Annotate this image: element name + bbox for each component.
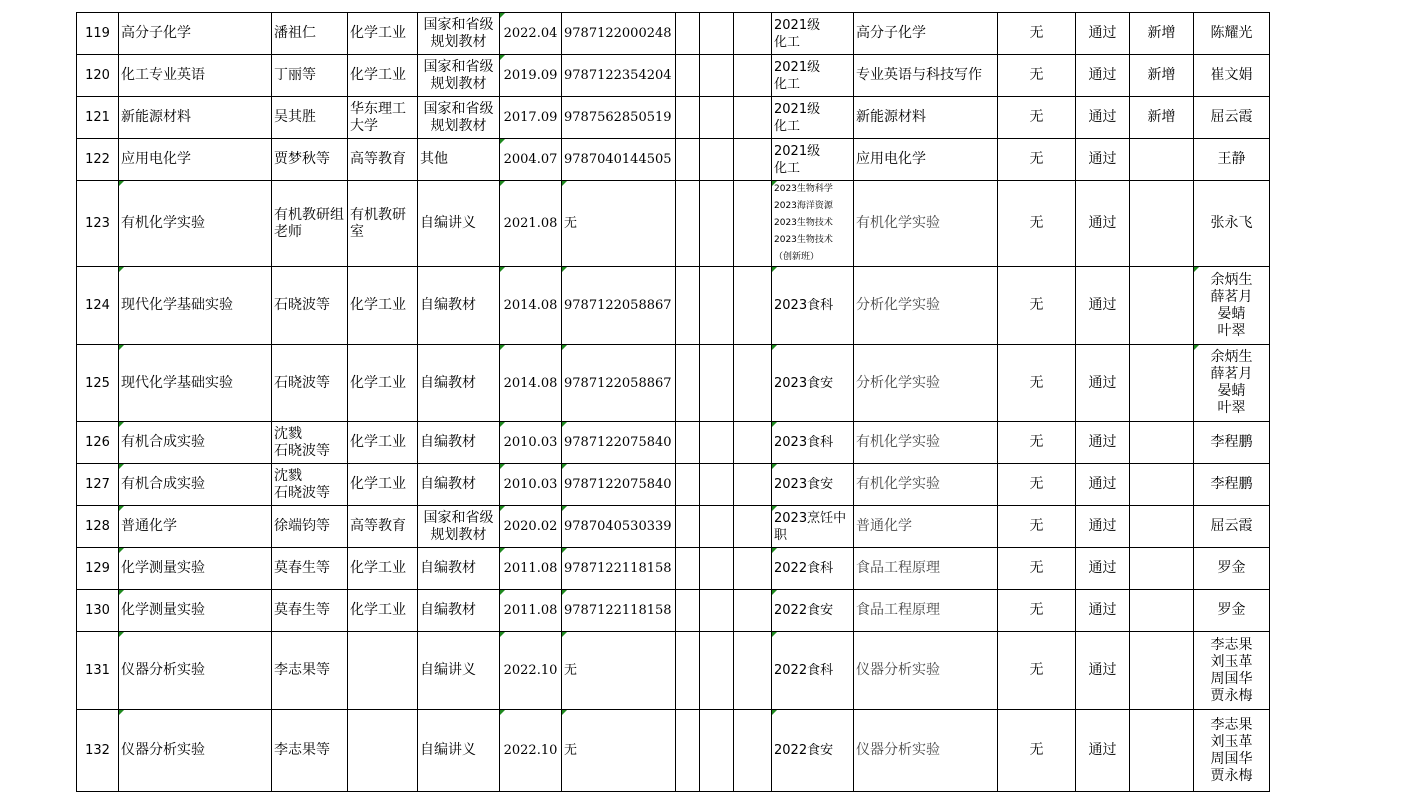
isbn-cell: 无 — [562, 181, 676, 267]
blank-cell — [676, 506, 700, 548]
editor-cell: 徐端钧等 — [272, 506, 348, 548]
flag-cell: 无 — [998, 590, 1076, 632]
publish-date: 2010.03 — [500, 422, 562, 464]
class-grade: 2022食科 — [772, 548, 854, 590]
isbn-cell: 9787122075840 — [562, 464, 676, 506]
publish-date: 2011.08 — [500, 548, 562, 590]
teacher-cell: 李志果 刘玉革 周国华 贾永梅 — [1194, 632, 1270, 710]
row-number: 120 — [77, 55, 119, 97]
publish-date: 2014.08 — [500, 345, 562, 422]
teacher-cell: 崔文娟 — [1194, 55, 1270, 97]
textbook-name: 有机合成实验 — [119, 464, 272, 506]
teacher-cell: 余炳生 薛茗月 晏蜻 叶翠 — [1194, 267, 1270, 345]
blank-cell — [700, 464, 734, 506]
textbook-type: 自编教材 — [418, 548, 500, 590]
isbn-cell: 9787122058867 — [562, 345, 676, 422]
publisher-cell: 华东理工 大学 — [348, 97, 418, 139]
blank-cell — [734, 422, 772, 464]
textbook-name: 化学测量实验 — [119, 548, 272, 590]
publisher-cell: 化学工业 — [348, 13, 418, 55]
blank-cell — [676, 464, 700, 506]
flag-cell: 无 — [998, 506, 1076, 548]
publisher-cell: 有机教研 室 — [348, 181, 418, 267]
editor-cell: 莫春生等 — [272, 548, 348, 590]
editor-cell: 吴其胜 — [272, 97, 348, 139]
publisher-cell — [348, 632, 418, 710]
flag-cell: 无 — [998, 55, 1076, 97]
class-grade: 2023食科 — [772, 267, 854, 345]
blank-cell — [700, 13, 734, 55]
status-cell — [1130, 710, 1194, 792]
class-grade: 2023烹饪中 职 — [772, 506, 854, 548]
course-name: 分析化学实验 — [854, 267, 998, 345]
flag-cell: 无 — [998, 548, 1076, 590]
publisher-cell — [348, 710, 418, 792]
teacher-cell: 罗金 — [1194, 548, 1270, 590]
status-cell: 新增 — [1130, 55, 1194, 97]
textbook-table — [76, 12, 1270, 792]
flag-cell: 无 — [998, 13, 1076, 55]
row-number: 122 — [77, 139, 119, 181]
review-result: 通过 — [1076, 55, 1130, 97]
blank-cell — [734, 55, 772, 97]
textbook-type: 国家和省级 规划教材 — [418, 13, 500, 55]
table-row — [77, 181, 1270, 267]
flag-cell: 无 — [998, 710, 1076, 792]
blank-cell — [700, 632, 734, 710]
publish-date: 2014.08 — [500, 267, 562, 345]
review-result: 通过 — [1076, 345, 1130, 422]
blank-cell — [734, 506, 772, 548]
textbook-name: 应用电化学 — [119, 139, 272, 181]
blank-cell — [676, 590, 700, 632]
publish-date: 2011.08 — [500, 590, 562, 632]
teacher-cell: 李程鹏 — [1194, 464, 1270, 506]
row-number: 131 — [77, 632, 119, 710]
textbook-type: 自编教材 — [418, 464, 500, 506]
isbn-cell: 9787122075840 — [562, 422, 676, 464]
textbook-name: 仪器分析实验 — [119, 710, 272, 792]
isbn-cell: 9787122118158 — [562, 548, 676, 590]
blank-cell — [700, 97, 734, 139]
textbook-name: 化工专业英语 — [119, 55, 272, 97]
blank-cell — [676, 181, 700, 267]
textbook-name: 有机合成实验 — [119, 422, 272, 464]
blank-cell — [700, 139, 734, 181]
row-number: 121 — [77, 97, 119, 139]
textbook-name: 仪器分析实验 — [119, 632, 272, 710]
publisher-cell: 化学工业 — [348, 55, 418, 97]
publish-date: 2022.10 — [500, 710, 562, 792]
course-name: 仪器分析实验 — [854, 710, 998, 792]
status-cell — [1130, 267, 1194, 345]
textbook-type: 国家和省级 规划教材 — [418, 506, 500, 548]
blank-cell — [676, 267, 700, 345]
class-grade: 2022食安 — [772, 710, 854, 792]
publisher-cell: 化学工业 — [348, 422, 418, 464]
class-grade: 2021级 化工 — [772, 97, 854, 139]
isbn-cell: 9787122058867 — [562, 267, 676, 345]
row-number: 125 — [77, 345, 119, 422]
textbook-type: 自编教材 — [418, 422, 500, 464]
blank-cell — [676, 422, 700, 464]
publisher-cell: 高等教育 — [348, 139, 418, 181]
editor-cell: 李志果等 — [272, 710, 348, 792]
isbn-cell: 9787122354204 — [562, 55, 676, 97]
teacher-cell: 张永飞 — [1194, 181, 1270, 267]
review-result: 通过 — [1076, 139, 1130, 181]
blank-cell — [676, 548, 700, 590]
textbook-name: 有机化学实验 — [119, 181, 272, 267]
editor-cell: 有机教研组 老师 — [272, 181, 348, 267]
publisher-cell: 高等教育 — [348, 506, 418, 548]
flag-cell: 无 — [998, 632, 1076, 710]
review-result: 通过 — [1076, 13, 1130, 55]
publish-date: 2022.10 — [500, 632, 562, 710]
textbook-type: 自编讲义 — [418, 710, 500, 792]
blank-cell — [676, 13, 700, 55]
status-cell — [1130, 139, 1194, 181]
blank-cell — [734, 345, 772, 422]
blank-cell — [676, 97, 700, 139]
isbn-cell: 9787040530339 — [562, 506, 676, 548]
class-grade: 2023食安 — [772, 345, 854, 422]
flag-cell: 无 — [998, 139, 1076, 181]
review-result: 通过 — [1076, 590, 1130, 632]
course-name: 高分子化学 — [854, 13, 998, 55]
review-result: 通过 — [1076, 267, 1130, 345]
course-name: 食品工程原理 — [854, 590, 998, 632]
row-number: 129 — [77, 548, 119, 590]
publish-date: 2021.08 — [500, 181, 562, 267]
row-number: 130 — [77, 590, 119, 632]
publisher-cell: 化学工业 — [348, 267, 418, 345]
textbook-name: 高分子化学 — [119, 13, 272, 55]
teacher-cell: 屈云霞 — [1194, 506, 1270, 548]
course-name: 新能源材料 — [854, 97, 998, 139]
editor-cell: 贾梦秋等 — [272, 139, 348, 181]
review-result: 通过 — [1076, 548, 1130, 590]
blank-cell — [700, 267, 734, 345]
teacher-cell: 王静 — [1194, 139, 1270, 181]
blank-cell — [700, 506, 734, 548]
row-number: 127 — [77, 464, 119, 506]
flag-cell: 无 — [998, 464, 1076, 506]
review-result: 通过 — [1076, 506, 1130, 548]
editor-cell: 莫春生等 — [272, 590, 348, 632]
blank-cell — [734, 590, 772, 632]
blank-cell — [734, 139, 772, 181]
blank-cell — [676, 632, 700, 710]
publisher-cell: 化学工业 — [348, 464, 418, 506]
editor-cell: 石晓波等 — [272, 345, 348, 422]
status-cell — [1130, 590, 1194, 632]
flag-cell: 无 — [998, 422, 1076, 464]
isbn-cell: 无 — [562, 632, 676, 710]
blank-cell — [734, 267, 772, 345]
class-grade: 2022食安 — [772, 590, 854, 632]
status-cell — [1130, 345, 1194, 422]
isbn-cell: 9787040144505 — [562, 139, 676, 181]
class-grade: 2023生物科学 2023海洋资源 2023生物技术 2023生物技术 （创新班） — [772, 181, 854, 267]
table-row — [77, 345, 1270, 422]
textbook-type: 自编教材 — [418, 590, 500, 632]
textbook-type: 其他 — [418, 139, 500, 181]
table-row — [77, 97, 1270, 139]
row-number: 132 — [77, 710, 119, 792]
row-number: 124 — [77, 267, 119, 345]
blank-cell — [700, 422, 734, 464]
publisher-cell: 化学工业 — [348, 345, 418, 422]
class-grade: 2023食科 — [772, 422, 854, 464]
blank-cell — [700, 590, 734, 632]
status-cell — [1130, 632, 1194, 710]
textbook-type: 国家和省级 规划教材 — [418, 55, 500, 97]
class-grade: 2021级 化工 — [772, 55, 854, 97]
review-result: 通过 — [1076, 181, 1130, 267]
table-row — [77, 710, 1270, 792]
textbook-name: 化学测量实验 — [119, 590, 272, 632]
teacher-cell: 李志果 刘玉革 周国华 贾永梅 — [1194, 710, 1270, 792]
publish-date: 2020.02 — [500, 506, 562, 548]
row-number: 123 — [77, 181, 119, 267]
table-row — [77, 632, 1270, 710]
table-row — [77, 422, 1270, 464]
blank-cell — [700, 181, 734, 267]
course-name: 分析化学实验 — [854, 345, 998, 422]
table-row — [77, 464, 1270, 506]
table-row — [77, 55, 1270, 97]
isbn-cell: 9787122000248 — [562, 13, 676, 55]
row-number: 119 — [77, 13, 119, 55]
status-cell — [1130, 181, 1194, 267]
textbook-name: 现代化学基础实验 — [119, 345, 272, 422]
blank-cell — [676, 710, 700, 792]
status-cell — [1130, 422, 1194, 464]
blank-cell — [734, 464, 772, 506]
blank-cell — [734, 710, 772, 792]
blank-cell — [734, 97, 772, 139]
row-number: 126 — [77, 422, 119, 464]
status-cell: 新增 — [1130, 97, 1194, 139]
blank-cell — [734, 181, 772, 267]
review-result: 通过 — [1076, 464, 1130, 506]
isbn-cell: 9787562850519 — [562, 97, 676, 139]
table-row — [77, 139, 1270, 181]
flag-cell: 无 — [998, 267, 1076, 345]
blank-cell — [734, 632, 772, 710]
blank-cell — [676, 55, 700, 97]
course-name: 有机化学实验 — [854, 181, 998, 267]
isbn-cell: 无 — [562, 710, 676, 792]
publisher-cell: 化学工业 — [348, 548, 418, 590]
class-grade: 2023食安 — [772, 464, 854, 506]
flag-cell: 无 — [998, 345, 1076, 422]
blank-cell — [734, 548, 772, 590]
review-result: 通过 — [1076, 632, 1130, 710]
course-name: 有机化学实验 — [854, 464, 998, 506]
publisher-cell: 化学工业 — [348, 590, 418, 632]
teacher-cell: 余炳生 薛茗月 晏蜻 叶翠 — [1194, 345, 1270, 422]
review-result: 通过 — [1076, 422, 1130, 464]
table-row — [77, 590, 1270, 632]
textbook-type: 自编教材 — [418, 267, 500, 345]
blank-cell — [700, 55, 734, 97]
publish-date: 2004.07 — [500, 139, 562, 181]
textbook-name: 普通化学 — [119, 506, 272, 548]
course-name: 食品工程原理 — [854, 548, 998, 590]
textbook-name: 新能源材料 — [119, 97, 272, 139]
course-name: 专业英语与科技写作 — [854, 55, 998, 97]
editor-cell: 石晓波等 — [272, 267, 348, 345]
row-number: 128 — [77, 506, 119, 548]
textbook-type: 自编教材 — [418, 345, 500, 422]
course-name: 仪器分析实验 — [854, 632, 998, 710]
table-row — [77, 506, 1270, 548]
publish-date: 2010.03 — [500, 464, 562, 506]
flag-cell: 无 — [998, 181, 1076, 267]
publish-date: 2017.09 — [500, 97, 562, 139]
status-cell: 新增 — [1130, 13, 1194, 55]
blank-cell — [700, 710, 734, 792]
course-name: 有机化学实验 — [854, 422, 998, 464]
textbook-type: 国家和省级 规划教材 — [418, 97, 500, 139]
class-grade: 2021级 化工 — [772, 139, 854, 181]
course-name: 普通化学 — [854, 506, 998, 548]
textbook-type: 自编讲义 — [418, 632, 500, 710]
editor-cell: 潘祖仁 — [272, 13, 348, 55]
review-result: 通过 — [1076, 710, 1130, 792]
review-result: 通过 — [1076, 97, 1130, 139]
editor-cell: 李志果等 — [272, 632, 348, 710]
textbook-name: 现代化学基础实验 — [119, 267, 272, 345]
editor-cell: 丁丽等 — [272, 55, 348, 97]
teacher-cell: 陈耀光 — [1194, 13, 1270, 55]
blank-cell — [676, 345, 700, 422]
class-grade: 2021级 化工 — [772, 13, 854, 55]
blank-cell — [734, 13, 772, 55]
editor-cell: 沈戮 石晓波等 — [272, 422, 348, 464]
teacher-cell: 罗金 — [1194, 590, 1270, 632]
table-row — [77, 267, 1270, 345]
teacher-cell: 屈云霞 — [1194, 97, 1270, 139]
publish-date: 2019.09 — [500, 55, 562, 97]
blank-cell — [676, 139, 700, 181]
table-row — [77, 13, 1270, 55]
teacher-cell: 李程鹏 — [1194, 422, 1270, 464]
course-name: 应用电化学 — [854, 139, 998, 181]
status-cell — [1130, 464, 1194, 506]
flag-cell: 无 — [998, 97, 1076, 139]
class-grade: 2022食科 — [772, 632, 854, 710]
status-cell — [1130, 506, 1194, 548]
table-row — [77, 548, 1270, 590]
status-cell — [1130, 548, 1194, 590]
publish-date: 2022.04 — [500, 13, 562, 55]
blank-cell — [700, 345, 734, 422]
textbook-type: 自编讲义 — [418, 181, 500, 267]
blank-cell — [700, 548, 734, 590]
editor-cell: 沈戮 石晓波等 — [272, 464, 348, 506]
isbn-cell: 9787122118158 — [562, 590, 676, 632]
